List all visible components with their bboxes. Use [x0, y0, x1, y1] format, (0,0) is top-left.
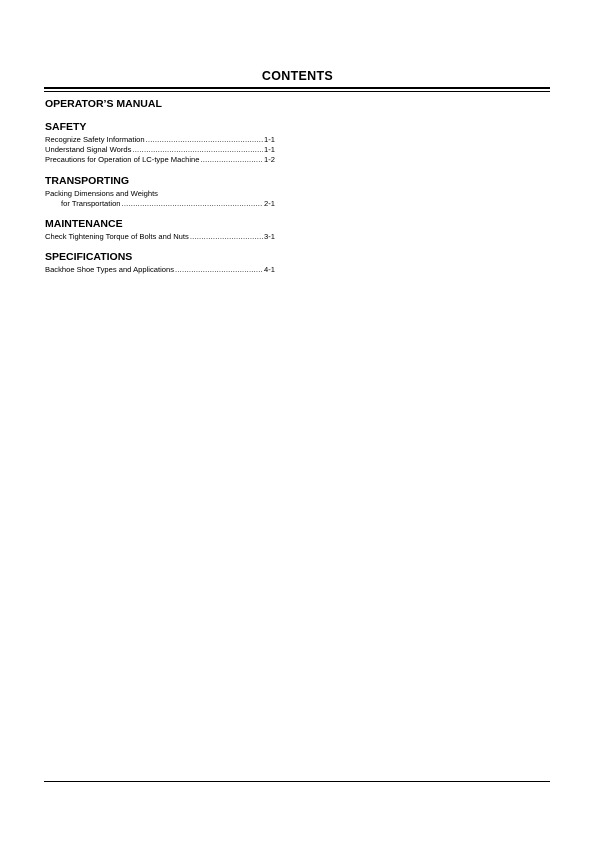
header-rule-thin [44, 91, 550, 92]
entry-text: Check Tightening Torque of Bolts and Nuts [45, 232, 189, 242]
section-maintenance [45, 218, 275, 242]
section-title: MAINTENANCE [45, 218, 123, 231]
toc-entry-understand-signal-words[interactable] [45, 145, 275, 155]
entry-text-line1[interactable]: Packing Dimensions and Weights [45, 188, 158, 198]
page-number: 1-1 [264, 135, 275, 144]
entry-text: Backhoe Shoe Types and Applications [45, 265, 175, 275]
page-number: 3-1 [264, 232, 275, 242]
page-title: CONTENTS [261, 69, 334, 83]
page-number: 1-1 [264, 145, 275, 155]
section-title: TRANSPORTING [45, 174, 129, 187]
entry-text: for Transportation [61, 198, 121, 208]
section-title: SPECIFICATIONS [45, 251, 133, 264]
toc-entry-packing-dimensions[interactable] [45, 199, 275, 209]
section-transporting [45, 175, 275, 209]
section-title: SAFETY [45, 121, 87, 133]
leader-dots [146, 135, 263, 145]
entry-text: Understand Signal Words [45, 145, 132, 155]
toc-entry-backhoe-shoe-types[interactable] [45, 265, 275, 275]
leader-dots [175, 265, 263, 275]
entry-text: Precautions for Operation of LC-type Machine [45, 155, 200, 165]
page-number: 2-1 [264, 198, 275, 208]
section-specifications [45, 251, 275, 275]
page-number: 4-1 [264, 265, 275, 275]
section-safety [45, 121, 275, 166]
manual-title: OPERATOR’S MANUAL [45, 98, 162, 110]
toc-entry-check-tightening-torque[interactable] [45, 232, 275, 242]
leader-dots [190, 232, 263, 242]
table-of-contents [45, 121, 275, 284]
page-number: 1-2 [264, 155, 275, 165]
leader-dots [201, 155, 264, 165]
entry-text: Recognize Safety Information [45, 135, 145, 144]
leader-dots [122, 199, 264, 209]
header-rule-thick [44, 87, 550, 89]
leader-dots [132, 145, 263, 155]
toc-entry-precautions-lc-type[interactable] [45, 155, 275, 165]
toc-entry-recognize-safety-information[interactable] [45, 135, 275, 145]
footer-rule [44, 781, 550, 782]
